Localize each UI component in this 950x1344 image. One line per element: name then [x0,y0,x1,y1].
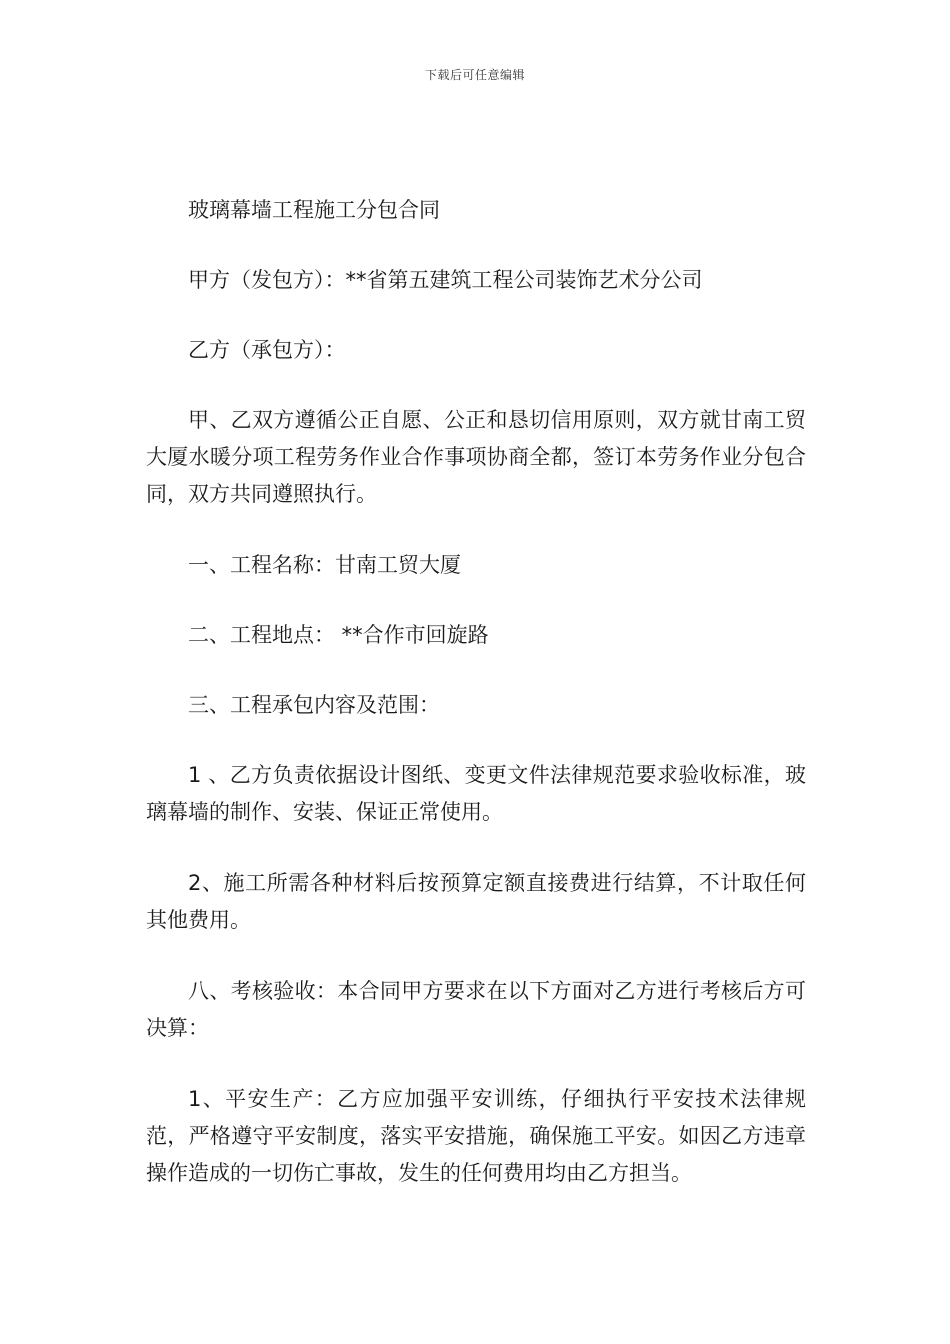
clause-scope-heading: 三、工程承包内容及范围： [188,693,440,717]
document-body [146,192,806,1226]
clause-acceptance-1: 1、平安生产：乙方应加强平安训练，仔细执行平安技术法律规范，严格遵守平安制度，落实平安措施，确保施工平安。如因乙方违章操作造成的一切伤亡事故，发生的任何费用均由乙方担当。 [146,1087,806,1185]
party-b: 乙方（承包方）： [188,338,346,362]
clause-project-location: 二、工程地点： **合作市回旋路 [188,623,489,647]
document-title: 玻璃幕墙工程施工分包合同 [188,198,440,222]
clause-project-name: 一、工程名称：甘南工贸大厦 [188,553,461,577]
clause-scope-2: 2、施工所需各种材料后按预算定额直接费进行结算，不计取任何其他费用。 [146,871,806,932]
preamble-paragraph: 甲、乙双方遵循公正自愿、公正和恳切信用原则，双方就甘南工贸大厦水暖分项工程劳务作业合作事项协商全都，签订本劳务作业分包合同，双方共同遵照执行。 [146,408,806,506]
header-note: 下载后可任意编辑 [424,68,525,82]
clause-scope-1: 1 、乙方负责依据设计图纸、变更文件法律规范要求验收标准，玻璃幕墙的制作、安装、保证正常使用。 [146,763,806,824]
clause-acceptance-heading: 八、考核验收：本合同甲方要求在以下方面对乙方进行考核后方可决算： [146,979,806,1040]
party-a: 甲方（发包方）：**省第五建筑工程公司装饰艺术分公司 [188,268,703,292]
